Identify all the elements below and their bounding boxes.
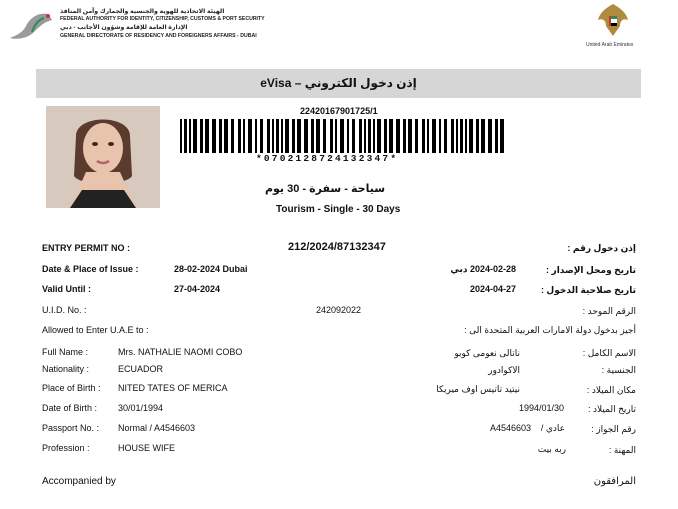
document-title: إذن دخول الكتروني – eVisa: [260, 76, 417, 90]
issue-label-ar: تاريخ ومحل الإصدار :: [546, 265, 636, 275]
allowed-label: Allowed to Enter U.A.E to :: [42, 325, 149, 335]
barcode-bar: [238, 119, 241, 153]
file-number: 22420167901725/1: [300, 106, 378, 116]
barcode-bar: [243, 119, 245, 153]
barcode-bar: [316, 119, 320, 153]
passport-no-ar-side: A4546603: [490, 423, 532, 433]
accompanied-label: Accompanied by: [42, 476, 116, 487]
barcode-bar: [297, 119, 301, 153]
barcode-bar: [439, 119, 441, 153]
issue-label: Date & Place of Issue :: [42, 264, 139, 274]
name-label: Full Name :: [42, 347, 89, 357]
passport-label: Passport No. :: [42, 423, 100, 433]
passport-value: Normal / A4546603: [118, 423, 196, 433]
barcode-bar: [415, 119, 418, 153]
name-value-ar: ناتالى نعومى كوبو: [454, 348, 520, 358]
uid-label-ar: الرقم الموحد :: [582, 306, 636, 316]
barcode-bar: [281, 119, 283, 153]
barcode-bar: [180, 119, 182, 153]
valid-label: Valid Until :: [42, 284, 92, 294]
barcode-bar: [460, 119, 463, 153]
barcode-bar: [427, 119, 429, 153]
barcode-bar: [373, 119, 375, 153]
profession-label: Profession :: [42, 443, 90, 453]
barcode-bar: [231, 119, 234, 153]
barcode-bar: [488, 119, 492, 153]
barcode-bar: [384, 119, 387, 153]
profession-label-ar: المهنة :: [608, 445, 636, 455]
barcode-bar: [377, 119, 381, 153]
barcode-bar: [389, 119, 393, 153]
uid-label: U.I.D. No. :: [42, 305, 87, 315]
barcode-bar: [323, 119, 326, 153]
barcode-bar: [330, 119, 333, 153]
name-value: Mrs. NATHALIE NAOMI COBO: [118, 347, 243, 357]
barcode-bar: [347, 119, 349, 153]
valid-value-ar: 2024-04-27: [469, 284, 516, 294]
barcode-bar: [219, 119, 222, 153]
profession-value-ar: ربه بيت: [537, 444, 566, 454]
name-label-ar: الاسم الكامل :: [582, 348, 636, 358]
visa-type-ar: سياحة - سفرة - 30 يوم: [264, 183, 386, 195]
dob-label: Date of Birth :: [42, 403, 98, 413]
entry-permit-number: 212/2024/87132347: [288, 241, 386, 253]
barcode-bar: [311, 119, 314, 153]
accompanied-label-ar: المرافقون: [593, 476, 636, 487]
barcode-bar: [340, 119, 344, 153]
barcode-bar: [285, 119, 289, 153]
dob-value: 30/01/1994: [118, 403, 164, 413]
barcode-bar: [267, 119, 270, 153]
nationality-label-ar: الجنسية :: [601, 365, 636, 375]
barcode-bar: [403, 119, 406, 153]
barcode: [180, 119, 505, 153]
emblem-caption: United Arab Emirates: [586, 42, 634, 48]
barcode-bar: [205, 119, 209, 153]
barcode-bar: [335, 119, 337, 153]
issuer-name-en: FEDERAL AUTHORITY FOR IDENTITY, CITIZENSHIP, CUSTOMS & PORT SECURITY: [60, 16, 265, 22]
directorate-name-ar: الإدارة العامة للإقامة وشؤون الأجانب - دبي: [60, 24, 188, 31]
barcode-bar: [469, 119, 473, 153]
barcode-bar: [481, 119, 485, 153]
barcode-bar: [408, 119, 412, 153]
barcode-bar: [432, 119, 436, 153]
barcode-bar: [193, 119, 197, 153]
holder-photo: [46, 106, 160, 208]
barcode-bar: [292, 119, 295, 153]
dob-label-ar: تاريخ الميلاد :: [588, 404, 636, 414]
barcode-bar: [260, 119, 263, 153]
profession-value: HOUSE WIFE: [118, 443, 176, 453]
passport-type-ar: عادي /: [540, 423, 565, 433]
barcode-bar: [184, 119, 187, 153]
issue-value-ar: 2024-02-28 دبي: [450, 264, 516, 274]
nationality-label: Nationality :: [42, 364, 90, 374]
entry-permit-label: ENTRY PERMIT NO :: [42, 243, 131, 253]
barcode-bar: [465, 119, 467, 153]
allowed-label-ar: أجيز بدخول دولة الامارات العربية المتحدة الى :: [464, 325, 636, 335]
entry-permit-label-ar: إذن دخول رقم :: [567, 243, 636, 253]
nationality-value: ECUADOR: [118, 364, 164, 374]
uae-emblem: [592, 2, 634, 42]
barcode-bar: [304, 119, 308, 153]
barcode-bar: [255, 119, 257, 153]
passport-label-ar: رقم الجواز :: [591, 424, 636, 434]
directorate-name-en: GENERAL DIRECTORATE OF RESIDENCY AND FOREIGNERS AFFAIRS - DUBAI: [60, 33, 257, 39]
dob-value-ar: 1994/01/30: [518, 403, 564, 413]
barcode-bar: [212, 119, 216, 153]
barcode-text: *0702128724132347*: [256, 153, 399, 164]
birth-place-label: Place of Birth :: [42, 383, 101, 393]
barcode-bar: [200, 119, 203, 153]
barcode-bar: [224, 119, 228, 153]
barcode-bar: [396, 119, 400, 153]
barcode-bar: [444, 119, 447, 153]
gdrfa-logo: [8, 8, 56, 44]
barcode-bar: [422, 119, 425, 153]
barcode-bar: [352, 119, 355, 153]
valid-value: 27-04-2024: [174, 284, 221, 294]
birth-place-label-ar: مكان الميلاد :: [586, 385, 636, 395]
issuer-name-ar: الهيئة الاتحادية للهوية والجنسية والجمارك وأمن المنافذ: [60, 8, 225, 15]
nationality-value-ar: الاكوادور: [488, 365, 520, 375]
barcode-bar: [272, 119, 274, 153]
barcode-bar: [456, 119, 458, 153]
barcode-bar: [495, 119, 498, 153]
barcode-bar: [359, 119, 362, 153]
issue-value: 28-02-2024 Dubai: [174, 264, 248, 274]
barcode-bar: [500, 119, 504, 153]
uid-value: 242092022: [316, 305, 362, 315]
barcode-bar: [276, 119, 279, 153]
visa-type-en: Tourism - Single - 30 Days: [276, 204, 401, 215]
barcode-bar: [451, 119, 454, 153]
barcode-bar: [189, 119, 191, 153]
valid-label-ar: تاريخ صلاحية الدخول :: [540, 285, 636, 295]
barcode-bar: [368, 119, 371, 153]
barcode-bar: [248, 119, 252, 153]
barcode-bar: [476, 119, 479, 153]
birth-place-value-ar: نيتيد تاتيس اوف ميريكا: [436, 384, 520, 394]
birth-place-value: NITED TATES OF MERICA: [118, 383, 228, 393]
barcode-bar: [364, 119, 366, 153]
